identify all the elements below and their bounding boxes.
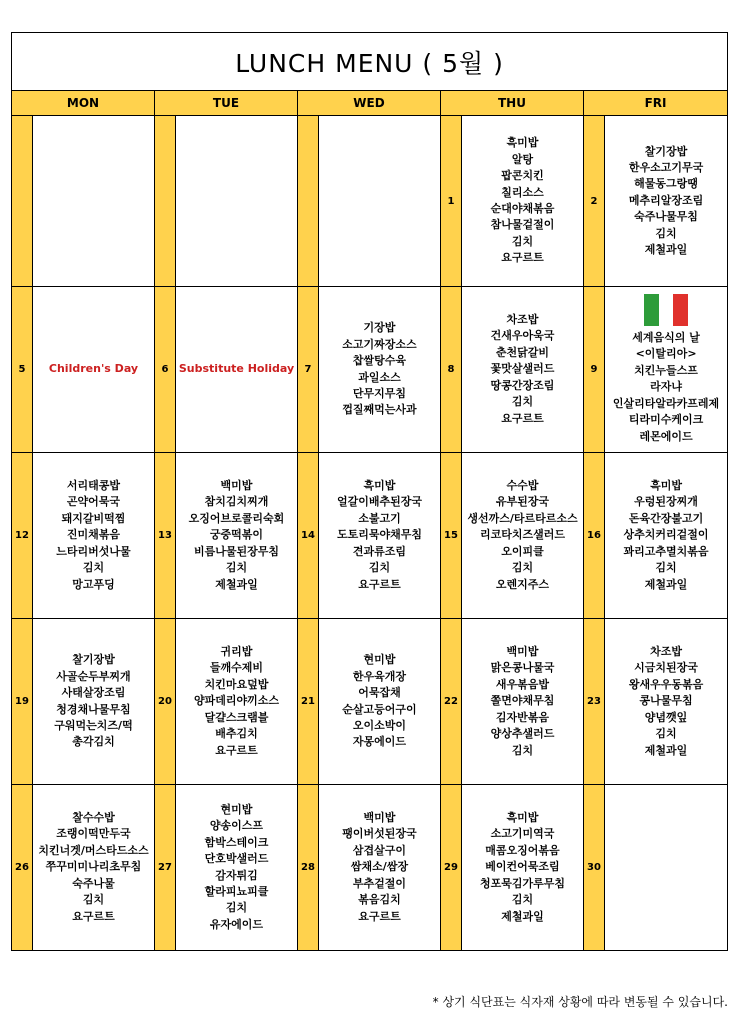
date-number: 16 [584, 453, 605, 619]
menu-cell [605, 116, 728, 287]
menu-item: 김치 [511, 561, 534, 575]
menu-item: 사태살장조림 [61, 686, 126, 700]
menu-item: 쭈꾸미미나리초무침 [45, 860, 142, 874]
menu-item: 참치김치찌개 [204, 495, 269, 509]
menu-item: 삼겹살구이 [352, 843, 407, 857]
menu-item: 왕새우우동볶음 [628, 677, 704, 691]
menu-item: 양상추샐러드 [490, 727, 555, 741]
menu-item: 요구르트 [215, 743, 258, 757]
menu-item: 요구르트 [72, 909, 115, 923]
menu-item: 찰기장밥 [72, 653, 115, 667]
menu-item: 양념깻잎 [644, 710, 688, 724]
date-number: 8 [441, 287, 462, 453]
menu-item: 양파데리야끼소스 [193, 694, 279, 708]
date-number: 26 [12, 785, 33, 951]
menu-item: 비름나물된장무침 [193, 544, 279, 558]
menu-item: 오렌지주스 [495, 577, 550, 591]
menu-cell [176, 116, 298, 287]
menu-item: 제철과일 [215, 577, 258, 591]
date-number: 14 [298, 453, 319, 619]
menu-item: 사골순두부찌개 [56, 669, 131, 683]
menu-cell [33, 287, 155, 453]
menu-item: 김치 [511, 743, 534, 757]
menu-item: 팽이버섯된장국 [342, 827, 417, 841]
menu-item: 현미밥 [363, 653, 396, 667]
menu-item: 김치 [225, 561, 248, 575]
day-header-thu: THU [441, 91, 584, 116]
menu-item: 찰기장밥 [644, 144, 688, 158]
menu-item: 어묵잡채 [358, 686, 401, 700]
menu-item: 제철과일 [501, 909, 544, 923]
menu-cell [605, 619, 728, 785]
menu-item: 소불고기 [358, 511, 401, 525]
menu-item: 쌈채소/쌈장 [350, 860, 409, 874]
menu-item: 현미밥 [220, 802, 253, 816]
menu-item: 오이피클 [501, 544, 544, 558]
menu-item: 라자냐 [650, 380, 682, 394]
menu-item: 찹쌀탕수육 [352, 354, 407, 368]
menu-item: 과일소스 [358, 370, 401, 384]
menu-item: 단호박샐러드 [204, 852, 269, 866]
menu-item: 감자튀김 [215, 868, 258, 882]
menu-item: 김치 [511, 893, 534, 907]
menu-cell [319, 116, 441, 287]
italy-flag-icon [644, 294, 688, 326]
menu-item: 숙주나물 [72, 876, 115, 890]
menu-item: 제철과일 [644, 743, 688, 757]
date-number: 2 [584, 116, 605, 287]
menu-item: 꽃맛살샐러드 [490, 362, 555, 376]
menu-item: 진미채볶음 [66, 528, 121, 542]
menu-item: 수수밥 [506, 479, 539, 493]
menu-item: 껍질째먹는사과 [342, 403, 417, 417]
menu-item: 콩나물무침 [639, 694, 693, 708]
menu-item: 생선까스/타르타르소스 [467, 511, 578, 525]
menu-cell [462, 287, 584, 453]
menu-item: 구워먹는치즈/떡 [54, 718, 133, 732]
lunch-menu-table [11, 32, 728, 951]
menu-item: 청포묵김가루무침 [479, 876, 565, 890]
menu-item: 요구르트 [501, 411, 544, 425]
menu-cell [462, 116, 584, 287]
menu-cell [605, 453, 728, 619]
menu-item: <이탈리아> [635, 347, 697, 361]
menu-item: 김치 [82, 561, 105, 575]
menu-item: 조랭이떡만두국 [56, 827, 131, 841]
menu-item: 백미밥 [363, 811, 396, 825]
menu-item: 김치 [655, 226, 677, 240]
menu-item: 양송이스프 [209, 819, 264, 833]
menu-item: 김치 [655, 561, 677, 575]
menu-item: 흑미밥 [363, 479, 396, 493]
date-number: 23 [584, 619, 605, 785]
date-number: 30 [584, 785, 605, 951]
date-number: 9 [584, 287, 605, 453]
menu-item: 제철과일 [644, 577, 688, 591]
date-number: 22 [441, 619, 462, 785]
menu-item: 도토리묵야채무침 [336, 528, 422, 542]
menu-item: 김치 [82, 893, 105, 907]
menu-cell [605, 785, 728, 951]
date-number: 12 [12, 453, 33, 619]
menu-item: 유부된장국 [495, 495, 550, 509]
menu-item: 곤약어묵국 [66, 495, 121, 509]
menu-item: 총각김치 [72, 735, 115, 749]
menu-item: 흑미밥 [650, 479, 682, 493]
menu-item: 김치 [368, 561, 391, 575]
menu-item: 오이소박이 [352, 718, 407, 732]
menu-cell [605, 287, 728, 453]
menu-item: 치킨마요덮밥 [204, 677, 269, 691]
menu-item: 할라피뇨피클 [204, 884, 269, 898]
menu-cell [319, 785, 441, 951]
menu-item: 오징어브로콜리숙회 [188, 511, 285, 525]
menu-item: 순대야채볶음 [490, 202, 555, 215]
day-header-tue: TUE [155, 91, 298, 116]
menu-item: 흑미밥 [506, 811, 539, 825]
date-number: 27 [155, 785, 176, 951]
menu-item: 제철과일 [644, 243, 688, 257]
menu-item: 견과류조림 [352, 544, 407, 558]
menu-item: 김치 [511, 395, 534, 409]
menu-item: 요구르트 [501, 251, 544, 265]
menu-cell [176, 453, 298, 619]
menu-item: 돼지갈비떡찜 [61, 511, 126, 525]
menu-item: 참나물겉절이 [490, 218, 555, 232]
week-row [12, 785, 728, 951]
menu-item: 치킨너겟/머스타드소스 [38, 843, 149, 857]
menu-item: 땅콩간장조림 [490, 378, 555, 392]
menu-item: 요구르트 [358, 577, 401, 591]
menu-cell [319, 287, 441, 453]
week-row [12, 619, 728, 785]
date-number: 15 [441, 453, 462, 619]
menu-item: 칠리소스 [501, 185, 544, 199]
menu-item: 상추치커리겉절이 [623, 528, 709, 542]
menu-item: 청경채나물무침 [56, 702, 131, 716]
menu-cell [319, 619, 441, 785]
menu-item: 망고푸딩 [72, 577, 115, 591]
menu-item: 느타리버섯나물 [56, 544, 131, 558]
menu-cell [33, 785, 155, 951]
menu-item: 리코타치즈샐러드 [479, 528, 565, 542]
menu-item: 한우소고기무국 [628, 160, 704, 174]
date-number: 28 [298, 785, 319, 951]
menu-item: 차조밥 [506, 313, 539, 327]
menu-item: 귀리밥 [220, 645, 253, 659]
menu-item: 건새우아욱국 [490, 329, 555, 343]
date-number: 29 [441, 785, 462, 951]
menu-item: 우렁된장찌개 [634, 495, 698, 509]
menu-item: 찰수수밥 [72, 811, 115, 825]
date-number [12, 116, 33, 287]
day-header-fri: FRI [584, 91, 728, 116]
menu-item: 부추겉절이 [352, 876, 407, 890]
menu-cell [176, 785, 298, 951]
menu-item: 궁중떡볶이 [209, 528, 264, 542]
menu-item: 새우볶음밥 [495, 677, 550, 691]
menu-item: 베이컨어묵조림 [485, 860, 560, 874]
menu-item: 유자에이드 [209, 917, 264, 931]
menu-item: 메추리알장조림 [628, 193, 704, 207]
date-number: 21 [298, 619, 319, 785]
menu-item: 돈육간장불고기 [628, 511, 704, 525]
menu-item: 시금치된장국 [634, 661, 698, 675]
date-number: 6 [155, 287, 176, 453]
menu-item: 해물동그랑땡 [634, 177, 698, 191]
menu-item: 레몬에이드 [639, 429, 693, 443]
menu-item: 춘천닭갈비 [495, 345, 550, 359]
menu-item: 백미밥 [506, 645, 539, 659]
holiday-note: Children's Day [48, 362, 139, 376]
holiday-note: Substitute Holiday [178, 362, 295, 376]
menu-item: 얼갈이배추된장국 [336, 495, 422, 509]
menu-item: 기장밥 [363, 321, 396, 335]
menu-cell [319, 453, 441, 619]
menu-item: 알탕 [511, 152, 534, 166]
menu-item: 소고기미역국 [490, 827, 555, 841]
menu-item: 한우육개장 [352, 669, 407, 683]
menu-item: 꽈리고추멸치볶음 [623, 544, 709, 558]
menu-item: 치킨누들스프 [634, 363, 698, 377]
footer-note: * 상기 식단표는 식자재 상황에 따라 변동될 수 있습니다. [432, 995, 728, 1009]
menu-title: LUNCH MENU ( 5월 ) [12, 33, 728, 91]
menu-item: 들깨수제비 [209, 661, 264, 675]
menu-cell [33, 619, 155, 785]
menu-item: 숙주나물무침 [634, 210, 698, 224]
menu-item: 인살리타알라카프레제 [612, 396, 720, 410]
menu-item: 김치 [511, 234, 534, 248]
day-header-wed: WED [298, 91, 441, 116]
menu-cell [462, 453, 584, 619]
menu-item: 김치 [655, 727, 677, 741]
week-row [12, 287, 728, 453]
week-row [12, 453, 728, 619]
menu-item: 매콤오징어볶음 [485, 843, 560, 857]
menu-item: 함박스테이크 [204, 835, 269, 849]
week-row [12, 116, 728, 287]
menu-item: 자몽에이드 [352, 735, 407, 749]
menu-item: 맑은콩나물국 [490, 661, 555, 675]
menu-item: 김자반볶음 [495, 710, 550, 724]
day-header-mon: MON [12, 91, 155, 116]
menu-item: 쫄면야채무침 [490, 694, 555, 708]
menu-item: 차조밥 [650, 645, 682, 659]
menu-item: 흑미밥 [506, 136, 539, 150]
date-number: 19 [12, 619, 33, 785]
menu-item: 배추김치 [215, 727, 258, 741]
date-number: 1 [441, 116, 462, 287]
menu-item: 서리태콩밥 [66, 479, 121, 493]
date-number: 20 [155, 619, 176, 785]
menu-cell [33, 453, 155, 619]
menu-item: 티라미수케이크 [628, 413, 704, 427]
menu-item: 요구르트 [358, 909, 401, 923]
date-number: 7 [298, 287, 319, 453]
menu-cell [176, 287, 298, 453]
menu-item: 단무지무침 [352, 386, 407, 400]
menu-item: 소고기짜장소스 [342, 337, 417, 351]
date-number [298, 116, 319, 287]
menu-item: 김치 [225, 901, 248, 915]
menu-item: 세계음식의 날 [632, 331, 700, 345]
menu-item: 백미밥 [220, 479, 253, 493]
menu-item: 달걀스크램블 [204, 710, 269, 724]
menu-item: 순살고등어구이 [342, 702, 417, 716]
menu-cell [462, 785, 584, 951]
menu-cell [176, 619, 298, 785]
date-number: 13 [155, 453, 176, 619]
date-number [155, 116, 176, 287]
menu-item: 볶음김치 [358, 893, 401, 907]
menu-cell [33, 116, 155, 287]
menu-cell [462, 619, 584, 785]
menu-item: 팝콘치킨 [501, 169, 544, 183]
date-number: 5 [12, 287, 33, 453]
